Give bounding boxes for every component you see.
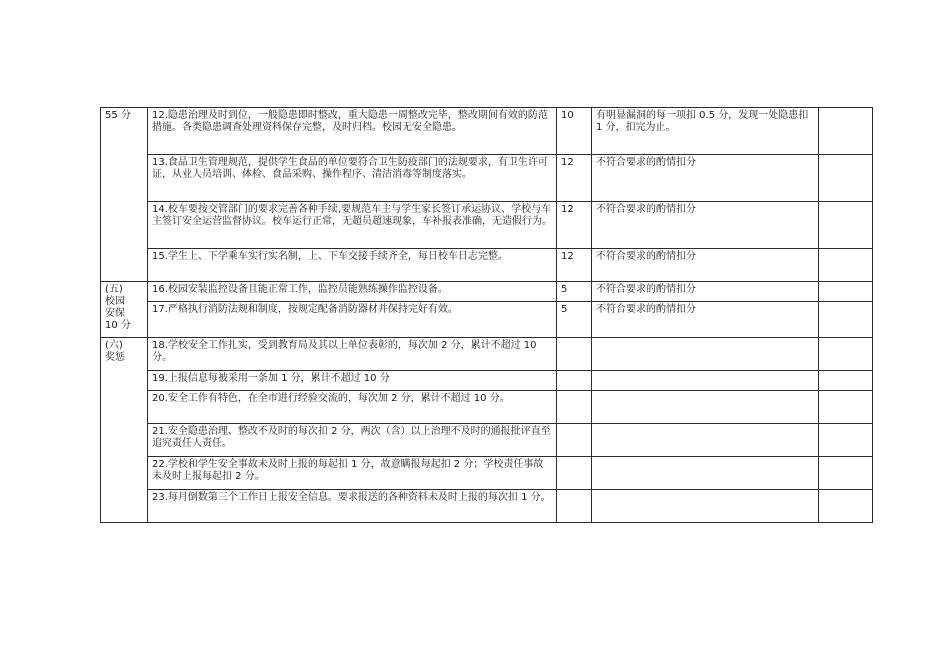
score-cell	[557, 391, 592, 424]
table-row	[101, 424, 873, 457]
remark-cell	[819, 490, 873, 523]
rule-cell: 不符合要求的酌情扣分	[592, 302, 819, 338]
table-row	[101, 490, 873, 523]
remark-cell	[819, 457, 873, 490]
section-cell: (六) 奖惩	[101, 338, 148, 523]
score-cell: 5	[557, 282, 592, 302]
remark-cell	[819, 391, 873, 424]
item-cell: 22.学校和学生安全事故未及时上报的每起扣 1 分，故意瞒报每起扣 2 分；学校责任事故未及时上报每起扣 2 分。	[148, 457, 557, 490]
score-cell: 12	[557, 155, 592, 202]
item-cell: 20.安全工作有特色，在全市进行经验交流的，每次加 2 分，累计不超过 10 分。	[148, 391, 557, 424]
table-row	[101, 202, 873, 249]
remark-cell	[819, 249, 873, 282]
item-cell: 19.上报信息每被采用一条加 1 分，累计不超过 10 分	[148, 371, 557, 391]
rule-cell	[592, 424, 819, 457]
rule-cell: 不符合要求的酌情扣分	[592, 282, 819, 302]
score-cell: 10	[557, 108, 592, 155]
rule-cell: 不符合要求的酌情扣分	[592, 155, 819, 202]
score-cell: 12	[557, 249, 592, 282]
item-cell: 18.学校安全工作扎实，受到教育局及其以上单位表彰的，每次加 2 分，累计不超过 10 分。	[148, 338, 557, 371]
rule-cell: 有明显漏洞的每一项扣 0.5 分，发现一处隐患扣 1 分，扣完为止。	[592, 108, 819, 155]
score-cell	[557, 457, 592, 490]
table-row	[101, 371, 873, 391]
table-row	[101, 391, 873, 424]
remark-cell	[819, 155, 873, 202]
table-row	[101, 108, 873, 155]
section-cell: 55 分	[101, 108, 148, 282]
item-cell: 15.学生上、下学乘车实行实名制，上、下车交接手续齐全，每日校车日志完整。	[148, 249, 557, 282]
remark-cell	[819, 282, 873, 302]
table-row	[101, 338, 873, 371]
score-cell	[557, 338, 592, 371]
score-cell	[557, 371, 592, 391]
table-row	[101, 302, 873, 338]
table-row	[101, 457, 873, 490]
item-cell: 13.食品卫生管理规范，提供学生食品的单位要符合卫生防疫部门的法规要求，有卫生许可证，从业人员培训、体检、食品采购、操作程序、清洁消毒等制度落实。	[148, 155, 557, 202]
score-cell	[557, 424, 592, 457]
section-cell: (五) 校园 安保 10 分	[101, 282, 148, 338]
table-row	[101, 282, 873, 302]
rule-cell	[592, 391, 819, 424]
rule-cell	[592, 457, 819, 490]
item-cell: 16.校园安装监控设备且能正常工作，监控员能熟练操作监控设备。	[148, 282, 557, 302]
remark-cell	[819, 338, 873, 371]
rule-cell	[592, 490, 819, 523]
table-row	[101, 155, 873, 202]
remark-cell	[819, 302, 873, 338]
remark-cell	[819, 424, 873, 457]
score-cell: 5	[557, 302, 592, 338]
score-cell: 12	[557, 202, 592, 249]
remark-cell	[819, 108, 873, 155]
item-cell: 14.校车要按交管部门的要求完善各种手续,要规范车主与学生家长签订承运协议、学校与车主签订安全运营监督协议。校车运行正常，无超员超速现象，车补报表准确，无造假行为。	[148, 202, 557, 249]
item-cell: 12.隐患治理及时到位，一般隐患即时整改，重大隐患一周整改完毕，整改期间有效的防范措施。各类隐患调查处理资料保存完整，及时归档。校园无安全隐患。	[148, 108, 557, 155]
item-cell: 21.安全隐患治理、整改不及时的每次扣 2 分，两次（含）以上治理不及时的通报批评直至追究责任人责任。	[148, 424, 557, 457]
table-row	[101, 249, 873, 282]
score-cell	[557, 490, 592, 523]
rule-cell	[592, 338, 819, 371]
item-cell: 17.严格执行消防法规和制度，按规定配备消防器材并保持完好有效。	[148, 302, 557, 338]
rule-cell: 不符合要求的酌情扣分	[592, 249, 819, 282]
rule-cell	[592, 371, 819, 391]
item-cell: 23.每月倒数第三个工作日上报安全信息。要求报送的各种资料未及时上报的每次扣 1 分。	[148, 490, 557, 523]
remark-cell	[819, 371, 873, 391]
assessment-table	[100, 107, 873, 523]
remark-cell	[819, 202, 873, 249]
rule-cell: 不符合要求的酌情扣分	[592, 202, 819, 249]
